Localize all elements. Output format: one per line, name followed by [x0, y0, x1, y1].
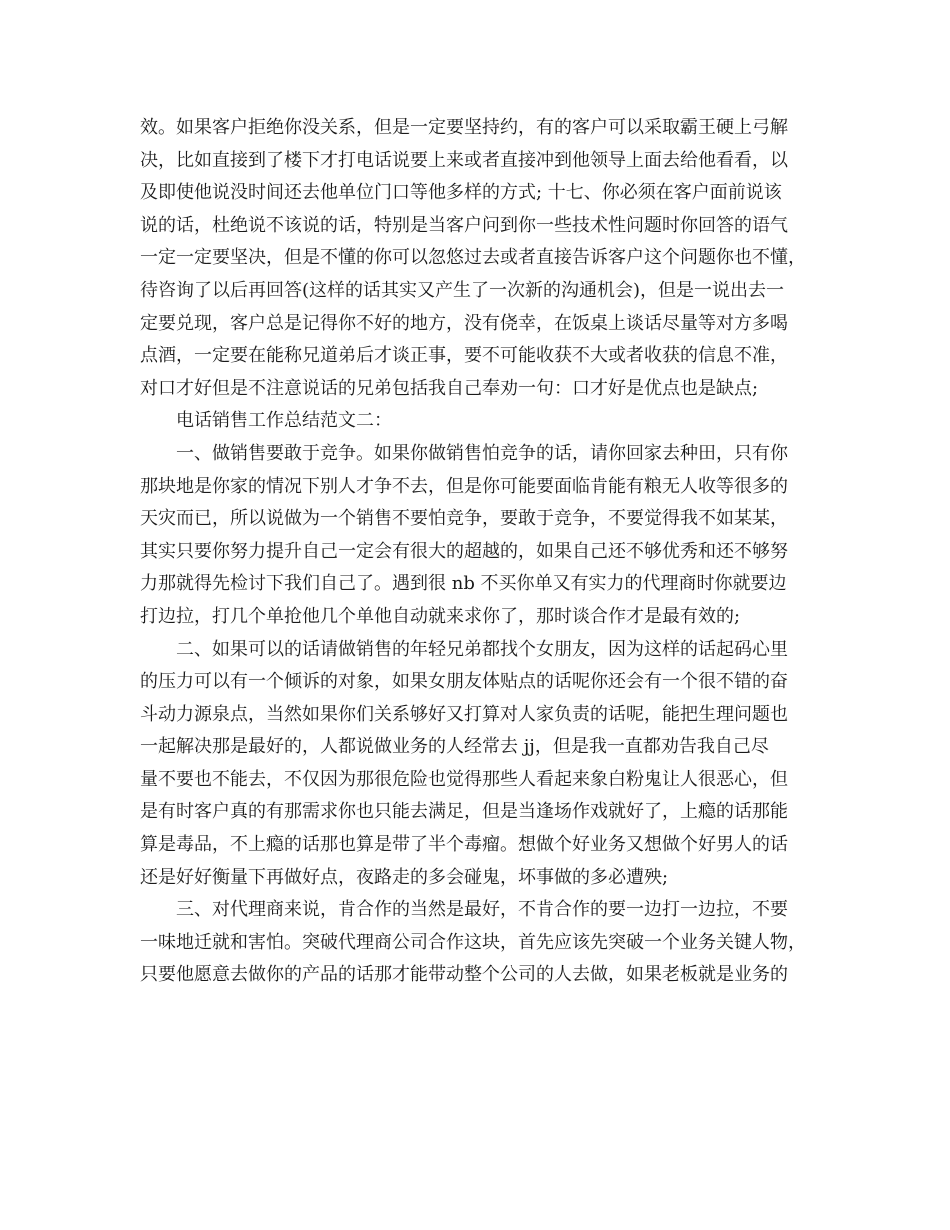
text-line: 其实只要你努力提升自己一定会有很大的超越的，如果自己还不够优秀和还不够努 [140, 540, 788, 562]
text-line: 对口才好但是不注意说话的兄弟包括我自己奉劝一句：口才好是优点也是缺点; [140, 377, 759, 399]
text-line: 打边拉，打几个单抢他几个单他自动就来求你了，那时谈合作才是最有效的; [140, 605, 741, 627]
text-line: 力那就得先检讨下我们自己了。遇到很 nb 不买你单又有实力的代理商时你就要边 [140, 573, 787, 595]
text-line: 量不要也不能去，不仅因为那很危险也觉得那些人看起来象白粉鬼让人很恶心，但 [140, 768, 788, 790]
text-line: 一、做销售要敢于竞争。如果你做销售怕竞争的话，请你回家去种田，只有你 [176, 442, 788, 464]
text-line: 还是好好衡量下再做好点，夜路走的多会碰鬼，坏事做的多必遭殃; [140, 866, 669, 888]
text-line: 斗动力源泉点，当然如果你们关系够好又打算对人家负责的话呢，能把生理问题也 [140, 703, 788, 725]
text-line: 说的话，杜绝说不该说的话，特别是当客户问到你一些技术性问题时你回答的语气 [140, 214, 788, 236]
text-line: 待咨询了以后再回答(这样的话其实又产生了一次新的沟通机会)，但是一说出去一 [140, 279, 785, 301]
text-line: 三、对代理商来说，肯合作的当然是最好，不肯合作的要一边打一边拉，不要 [176, 899, 788, 921]
text-line: 算是毒品，不上瘾的话那也算是带了半个毒瘤。想做个好业务又想做个好男人的话 [140, 834, 788, 856]
text-line: 点酒，一定要在能称兄道弟后才谈正事，要不可能收获不大或者收获的信息不准， [140, 345, 788, 367]
section-heading: 电话销售工作总结范文二： [176, 410, 392, 432]
text-line: 效。如果客户拒绝你没关系，但是一定要坚持约，有的客户可以采取霸王硬上弓解 [140, 117, 788, 138]
text-line: 那块地是你家的情况下别人才争不去，但是你可能要面临肯能有粮无人收等很多的 [140, 475, 788, 497]
text-line: 定要兑现，客户总是记得你不好的地方，没有侥幸，在饭桌上谈话尽量等对方多喝 [140, 312, 788, 334]
text-line: 一定一定要坚决，但是不懂的你可以忽悠过去或者直接告诉客户这个问题你也不懂， [140, 247, 806, 269]
text-line: 决，比如直接到了楼下才打电话说要上来或者直接冲到他领导上面去给他看看，以 [140, 149, 788, 171]
text-line: 一起解决那是最好的，人都说做业务的人经常去 jj，但是我一直都劝告我自己尽 [140, 736, 769, 758]
text-line: 一味地迁就和害怕。突破代理商公司合作这块，首先应该先突破一个业务关键人物， [140, 931, 806, 953]
document-body [140, 112, 820, 992]
text-line: 的压力可以有一个倾诉的对象，如果女朋友体贴点的话呢你还会有一个很不错的奋 [140, 671, 788, 693]
text-line: 是有时客户真的有那需求你也只能去满足，但是当逢场作戏就好了，上瘾的话那能 [140, 801, 788, 823]
text-line: 二、如果可以的话请做销售的年轻兄弟都找个女朋友，因为这样的话起码心里 [176, 638, 788, 660]
text-line: 天灾而已，所以说做为一个销售不要怕竞争，要敢于竞争，不要觉得我不如某某， [140, 508, 788, 530]
text-line: 及即使他说没时间还去他单位门口等他多样的方式; 十七、你必须在客户面前说该 [140, 182, 782, 204]
text-line: 只要他愿意去做你的产品的话那才能带动整个公司的人去做，如果老板就是业务的 [140, 964, 788, 986]
